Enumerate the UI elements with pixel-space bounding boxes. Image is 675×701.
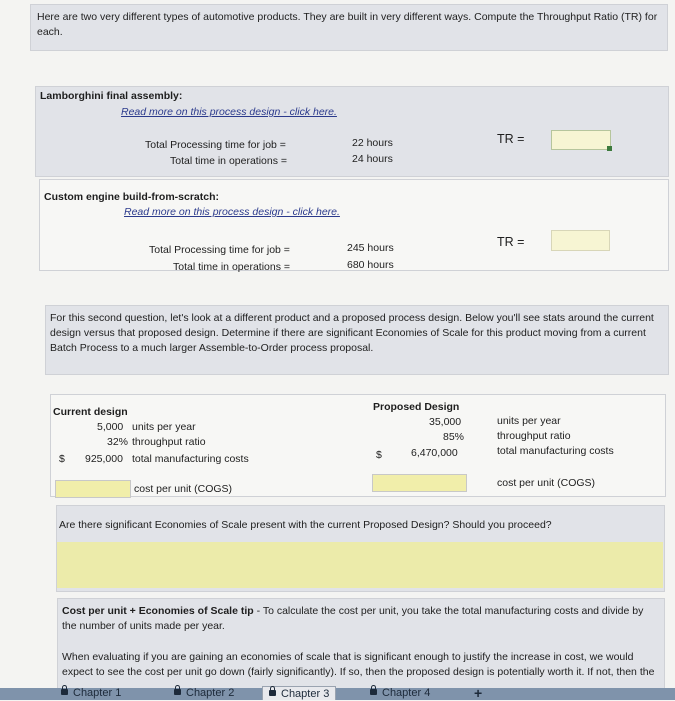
tip-title: Cost per unit + Economies of Scale tip: [62, 605, 254, 617]
lock-icon: [174, 689, 181, 695]
custom-engine-tr-input[interactable]: [551, 230, 610, 251]
lamborghini-operations-value: 24 hours: [352, 153, 393, 165]
proposed-units-label: units per year: [497, 415, 561, 427]
lock-icon: [370, 689, 377, 695]
tab-chapter-2[interactable]: [168, 686, 240, 700]
proposed-currency: $: [376, 449, 382, 461]
tab-chapter-1-label: Chapter 1: [73, 687, 122, 699]
proposed-units-value: 35,000: [429, 416, 462, 428]
lamborghini-tr-input[interactable]: [551, 130, 611, 150]
add-tab-button[interactable]: +: [474, 685, 483, 701]
tab-chapter-1[interactable]: [55, 686, 127, 700]
custom-engine-title: Custom engine build-from-scratch:: [44, 191, 220, 203]
current-cogs-label: cost per unit (COGS): [134, 483, 233, 495]
tab-chapter-4-label: Chapter 4: [382, 687, 431, 699]
proposed-cost-label: total manufacturing costs: [497, 445, 614, 457]
current-units-value: 5,000: [97, 421, 124, 433]
lamborghini-title: Lamborghini final assembly:: [40, 90, 183, 102]
current-currency: $: [59, 453, 65, 465]
tab-chapter-4[interactable]: [364, 686, 436, 700]
current-throughput-value: 32%: [107, 436, 129, 448]
current-cogs-input[interactable]: [55, 480, 131, 498]
tab-chapter-2-label: Chapter 2: [186, 687, 235, 699]
tab-chapter-3-label: Chapter 3: [281, 688, 330, 700]
lamborghini-processing-value: 22 hours: [352, 137, 393, 149]
lamborghini-link[interactable]: Read more on this process design - click here.: [121, 106, 337, 118]
tip-text: [62, 604, 652, 634]
tip-text-2: When evaluating if you are gaining an economies of scale that is significant enough to justify the increase in cost, we would expect to see the cost per unit go down (fairly significantly). If so, then the proposed design is potentially worth it. If not, then the: [62, 651, 655, 678]
custom-engine-processing-label: Total Processing time for job =: [149, 244, 290, 256]
proposed-throughput-label: throughput ratio: [497, 430, 571, 442]
lock-icon: [269, 690, 276, 696]
economies-question-text: Are there significant Economies of Scale present with the current Proposed Design? Should you proceed?: [59, 519, 552, 531]
cell-fill-handle[interactable]: [607, 146, 612, 151]
proposed-cost-value: 6,470,000: [411, 447, 458, 459]
economies-answer-input[interactable]: [57, 542, 663, 588]
current-throughput-label: throughput ratio: [132, 436, 206, 448]
custom-engine-processing-value: 245 hours: [347, 242, 394, 254]
tab-chapter-3[interactable]: [262, 686, 336, 700]
current-cost-label: total manufacturing costs: [132, 453, 249, 465]
current-cost-value: 925,000: [85, 453, 123, 465]
intro-text: Here are two very different types of automotive products. They are built in very different ways. Compute the Throughput Ratio (TR) for each.: [37, 11, 658, 38]
second-question-text: For this second question, let's look at a different product and a proposed process design. Below you'll see stats around the current design versus that proposed design. Determine if there are significant Economies of Scale for this product moving from a current Batch Process to a much larger Assemble-to-Order process proposal.: [50, 312, 654, 354]
proposed-throughput-value: 85%: [443, 431, 465, 443]
proposed-design-title: Proposed Design: [373, 401, 460, 413]
lamborghini-processing-label: Total Processing time for job =: [145, 139, 286, 151]
lock-icon: [61, 689, 68, 695]
lamborghini-tr-label: TR =: [497, 132, 525, 146]
proposed-cogs-input[interactable]: [372, 474, 467, 492]
custom-engine-tr-label: TR =: [497, 235, 525, 249]
custom-engine-operations-label: Total time in operations =: [173, 261, 291, 273]
lamborghini-operations-label: Total time in operations =: [170, 155, 288, 167]
proposed-cogs-label: cost per unit (COGS): [497, 477, 596, 489]
custom-engine-operations-value: 680 hours: [347, 259, 394, 271]
current-design-title: Current design: [53, 406, 128, 418]
tip-body: - To calculate the cost per unit, you take the total manufacturing costs and divide by the number of units made per year.: [62, 605, 644, 632]
custom-engine-link[interactable]: Read more on this process design - click here.: [124, 206, 340, 218]
current-units-label: units per year: [132, 421, 196, 433]
